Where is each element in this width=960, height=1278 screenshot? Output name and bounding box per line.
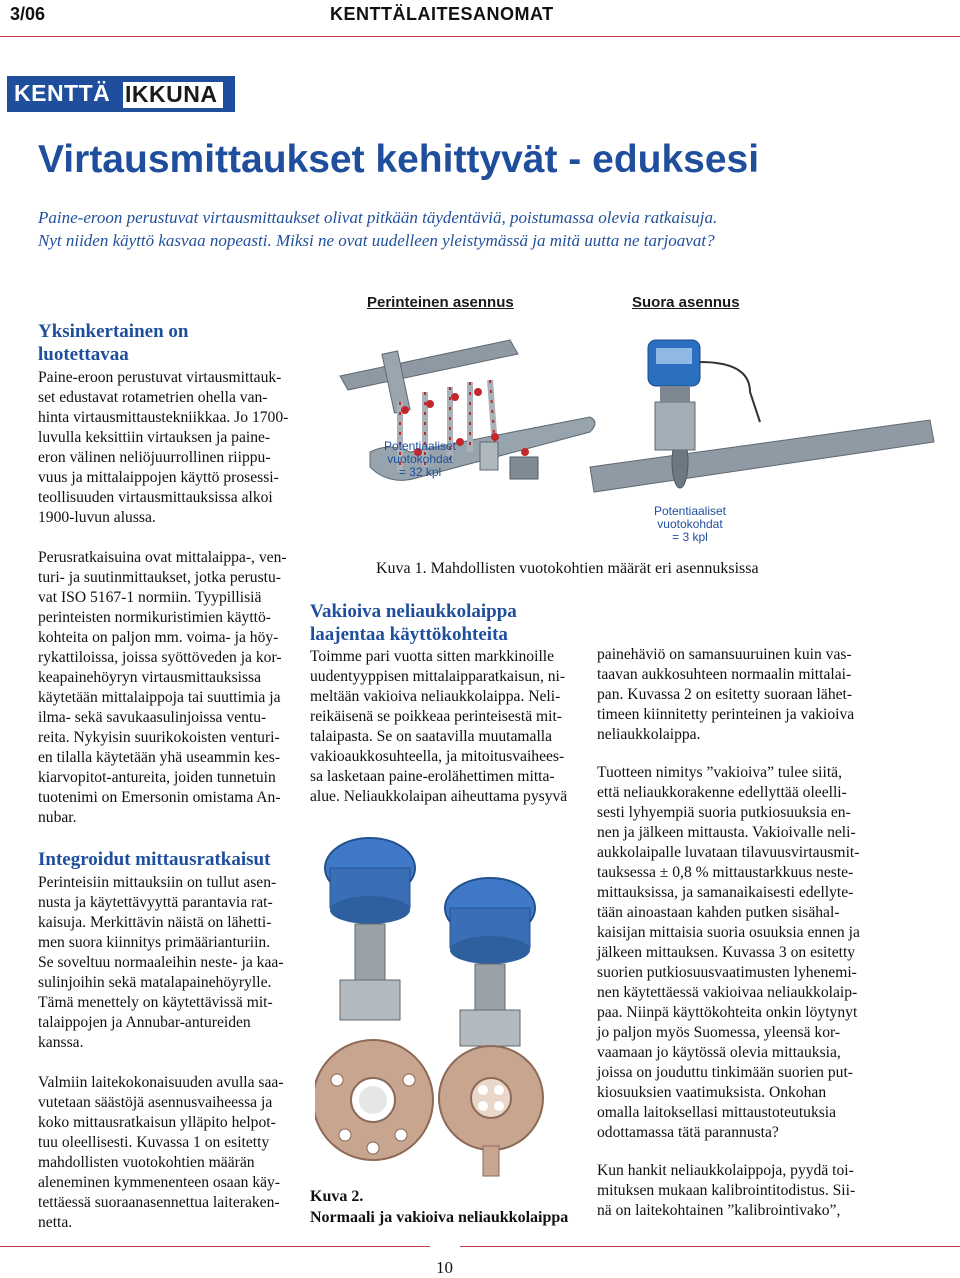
section1-heading: Yksinkertainen on luotettavaa xyxy=(38,321,189,365)
header-rule xyxy=(0,36,960,37)
footer-rule xyxy=(0,1246,960,1247)
leak-count-traditional: Potentiaaliset vuotokohdat = 32 kpl xyxy=(383,439,457,479)
section1-paragraph-2: Perusratkaisuina ovat mittalaippa-, ven- turi- ja suutinmittaukset, jotka perustu- vat ISO 5167-1 normiin. Tyypillisiä perinteisten normikuristimien käyttö- kohteita on paljon mm. voima- ja höy- rykattiloissa, joissa syöttöveden ja kor- keapainehöyryn virtausmittauksissa käytetään mittalaippoja tai suuttimia ja ilma- sekä savukaasulinjoissa ventu- reita. Nykyisin suurikokoisten venturi- en tilalla käytetään yhä useammin kes- kiarvopitot-antureita, joiden tunnetuin tuotenimi on Emersonin omistama An- nubar. xyxy=(38,549,287,826)
right-paragraph-2: Tuotteen nimitys ”vakioiva” tulee siitä, että neliaukkorakenne edellyttää oleelli- sesti lyhyempiä suoria putkiosuuksia en- nen ja jälkeen mittausta. Vakioivalle neli- aukkolaipalle luvataan tilavuusvirtausmit- tauksessa ± 0,8 % mittaustarkkuus neste- mittauksissa, ja samanaikaisesti edellyte- tään ainoastaan kahden putken sisähal- kaisijan mittaisia suoria osuuksia ennen ja jälkeen mittauksen. Kuvassa 3 on esitetty suorien putkiosuusvaatimusten lyhenemi- nen käytettäessä vakioivaa neliaukkolaip- paa. Niinpä käyttökohteita onkin löytynyt jo paljon myös Suomessa, yleensä kor- vaamaan jo käytössä olevia mittauksia, joissa on jouduttu tinkimään suorien put- kiosuuksien vaatimuksista. Onkohan omalla laitoksellasi mittaustoteutuksia odottamassa tätä parannusta? xyxy=(597,764,860,1141)
label-straight: Suora asennus xyxy=(632,294,740,311)
publication-name: KENTTÄLAITESANOMAT xyxy=(330,4,554,24)
section3-heading: Vakioiva neliaukkolaippa laajentaa käyttökohteita xyxy=(310,601,517,645)
section3-paragraph: Toimme pari vuotta sitten markkinoille uudentyyppisen mittalaipparatkaisun, ni- meltään vakioiva neliaukkolaippa. Neli- reikäisenä se poikkeaa perinteisestä mit- talaipasta. Se on saatavilla muutamalla vakioaukkosuhteella, ja mitoitusvaihees- sa lasketaan paine-erolähettimen mitta- alue. Neliaukkolaipan aiheuttama pysyvä xyxy=(310,648,568,805)
section-badge xyxy=(7,76,235,112)
footer-rule-gap xyxy=(430,1246,460,1249)
figure-2 xyxy=(315,830,585,1180)
badge-part1: KENTTÄ xyxy=(14,80,111,106)
straight-install-illustration xyxy=(590,340,934,492)
left-column xyxy=(38,320,294,1233)
right-paragraph-3: Kun hankit neliaukkolaippoja, pyydä toi- mituksen mukaan kalibrointitodistus. Sii- nä on laitekohtainen ”kalibrointivako”, xyxy=(597,1162,856,1219)
figure-2-illustration xyxy=(315,830,585,1180)
section2-paragraph-1: Perinteisiin mittauksiin on tullut asen- nusta ja käytettävyyttä parantavia rat- kaisuja. Merkittävin näistä on lähetti- men suora kiinnitys primäärianturiin. Se soveltuu normaaleihin neste- ja kaa- sulinjoihin sekä matalapainehöyrylle. Tämä menettely on käytettävissä mit- talaippojen ja Annubar-antureiden kanssa. xyxy=(38,874,284,1051)
badge-part2: IKKUNA xyxy=(125,81,218,107)
normal-orifice-plate xyxy=(315,838,433,1160)
article-title: Virtausmittaukset kehittyvät - eduksesi xyxy=(38,138,760,181)
right-paragraph-1: painehäviö on samansuuruinen kuin vas- taavan aukkosuhteen normaalin mittalai- pan. Kuvassa 2 on esitetty suoraan lähet- timeen kiinnitetty perinteinen ja vakioiva neliaukkolaippa. xyxy=(597,646,855,743)
badge-part2-box xyxy=(123,82,223,108)
figure-2-caption: Kuva 2. Normaali ja vakioiva neliaukkolaippa xyxy=(310,1188,569,1226)
figure-1 xyxy=(330,292,950,550)
lead-line-1: Paine-eroon perustuvat virtausmittaukset olivat pitkään täydentäviä, poistumassa olevia ratkaisuja. xyxy=(38,208,718,227)
middle-column xyxy=(310,600,580,807)
section2-paragraph-2: Valmiin laitekokonaisuuden avulla saa- vutetaan säästöjä asennusvaiheessa ja koko mittausratkaisun ylläpito helpot- tuu oleellisesti. Kuvassa 1 on esitetty mahdollisten vuotokohtien määrän aleneminen kymmenenteen osaan käy- tettäessä suoraanasennettua laiteraken- netta. xyxy=(38,1074,284,1231)
leak-count-straight: Potentiaaliset vuotokohdat = 3 kpl xyxy=(653,504,727,544)
lead-line-2: Nyt niiden käyttö kasvaa nopeasti. Miksi ne ovat uudelleen yleistymässä ja mitä uutta ne tarjoavat? xyxy=(38,231,715,250)
figure-1-caption: Kuva 1. Mahdollisten vuotokohtien määrät eri asennuksissa xyxy=(376,560,759,577)
conditioning-orifice-plate xyxy=(439,878,543,1176)
right-column xyxy=(597,645,867,1221)
page-number: 10 xyxy=(436,1258,453,1277)
section2-heading: Integroidut mittausratkaisut xyxy=(38,849,271,870)
issue-number: 3/06 xyxy=(10,4,46,24)
label-traditional: Perinteinen asennus xyxy=(367,294,514,311)
section1-paragraph-1: Paine-eroon perustuvat virtausmittauk- set edustavat rotametrien ohella van- hinta virtausmittaustekniikkaa. Jo 1700- luvulla keksittiin virtauksen ja paine- eron välinen neliöjuurrollinen riippu- vuus ja mittalaippojen käyttö prosessi- teollisuuden virtausmittauksissa alkoi 1900-luvun alussa. xyxy=(38,369,289,526)
